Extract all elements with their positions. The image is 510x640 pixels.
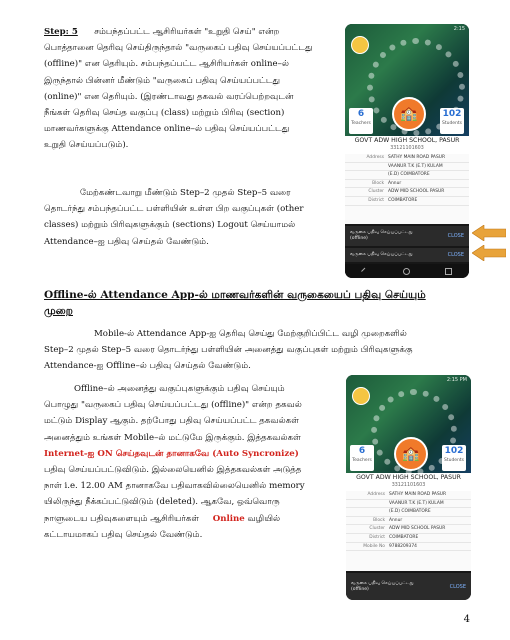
para4-line: பொழுது "வருகைப் பதிவு செய்யப்பட்டது (offline)" என்ற தகவல்: [44, 400, 302, 411]
phone-screenshot-1: [345, 24, 469, 278]
para3-line: Attendance-ஐ Offline–ல் பதிவு செய்தல் வேண்டும்.: [44, 361, 251, 372]
app-header-banner: [346, 375, 471, 473]
snackbar-online: வருகை பதிவு செய்யப்பட்டது CLOSE: [345, 248, 469, 262]
app-header-banner: [345, 24, 469, 136]
school-name: GOVT ADW HIGH SCHOOL, PASUR: [356, 474, 461, 481]
step5-line: பொத்தானை தெரிவு செய்திருந்தால் "வருகைப் பதிவு செய்யப்பட்டது: [44, 43, 313, 54]
recents-icon[interactable]: [445, 268, 452, 275]
para4-line: பதிவு செய்யப்பட்டுவிடும். இல்லையெனில் இத்தகவல்கள் அடுத்த: [44, 465, 302, 476]
step5-line: இருந்தால் பின்னர் மீண்டும் "வருகைப் பதிவு செய்யப்பட்டது: [44, 75, 281, 86]
school-details: Address SATHY MAIN ROAD PASUR VAANUR T.K (E.T) KULAM (E.D) COIMBATORE Block Annur Cluster ADW MID SCHOOL PASUR District COIMBATORE: [345, 154, 469, 224]
teachers-stat: 6 Teachers: [350, 445, 374, 471]
status-bar: 2:15: [453, 26, 465, 32]
para4-line: வழியில்: [247, 513, 281, 524]
students-stat: 102 Students: [442, 445, 466, 471]
step5-label: Step: 5: [44, 27, 78, 37]
step5-line: சம்பந்தப்பட்ட ஆசிரியர்கள் "உறுதி செய்" என்ற: [94, 27, 280, 37]
snackbar-close-button[interactable]: CLOSE: [447, 233, 464, 239]
school-name-block: [345, 136, 469, 154]
offline-intro-paragraph: [44, 326, 474, 375]
para4-line: யிலிருந்து நீக்கப்பட்டுவிடும் (deleted). ஆகவே, ஒவ்வொரு: [44, 497, 280, 508]
step5-paragraph: [44, 24, 334, 154]
para2-line: மேற்கண்டவாறு மீண்டும் Step–2 முதல் Step–5 வரை: [80, 188, 291, 198]
step5-line: (online)" என தெரியும். (இரண்டாவது தகவல் வரப்பெற்றவுடன்: [44, 91, 294, 102]
snackbar-close-button[interactable]: CLOSE: [449, 583, 466, 590]
school-code: 33121101603: [391, 483, 426, 488]
para4-line: கட்டாயமாகப் பதிவு செய்தல் வேண்டும்.: [44, 529, 203, 540]
snackbar-offline: வருகை பதிவு செய்யப்பட்டது (offline) CLOSE: [345, 226, 469, 246]
school-name: GOVT ADW HIGH SCHOOL, PASUR: [354, 137, 460, 144]
para4-line: Offline–ல் அனைத்து வகுப்புகளுக்கும் பதிவு செய்யும்: [74, 384, 285, 394]
school-icon: 🏫: [394, 437, 428, 471]
school-name-block: [346, 473, 471, 491]
phone-screenshot-2: [346, 375, 471, 600]
back-icon[interactable]: [361, 267, 369, 275]
step5-line: (offline)" என தெரியும். சம்பந்தப்பட்ட ஆசிரியர்கள் online–ல்: [44, 59, 290, 70]
pointer-arrow-icon: [472, 245, 506, 261]
para4-line: அனைத்தும் உங்கள் Mobile–ல் மட்டுமே இருக்கும். இத்தகவல்கள்: [44, 432, 301, 443]
app-logo-icon: [351, 36, 369, 54]
para3-line: Step–2 முதல் Step–5 வரை தொடர்ந்து பள்ளியின் அனைத்து வகுப்புகள் மற்றும் பிரிவுகளுக்கு: [44, 345, 413, 356]
para2-line: classes) மற்றும் பிரிவுகளுக்கும் (sections) Logout செய்யாமல்: [44, 220, 296, 231]
heading-line: முறை: [44, 305, 73, 317]
para4-line: நாளுடைய பதிவுகளையும் ஆசிரியர்கள்: [44, 513, 200, 524]
para4-line: நாள் i.e. 12.00 AM தானாகவே பதிவாகவில்லையெனில் memory: [44, 481, 305, 492]
students-stat: 102 Students: [440, 108, 464, 134]
online-highlight: Online: [212, 513, 245, 524]
step5-line: மாணவர்களுக்கு Attendance online–ல் பதிவு செய்யப்பட்டது: [44, 124, 290, 135]
auto-sync-highlight: Internet-ஐ ON செய்தவுடன் தானாகவே (Auto Syncronize): [44, 448, 299, 459]
android-nav-bar: [345, 264, 469, 278]
snackbar-offline: வருகை பதிவு செய்யப்பட்டது (offline) CLOSE: [346, 573, 471, 600]
para2-line: Attendance–ஐ பதிவு செய்தல் வேண்டும்.: [44, 236, 209, 247]
app-logo-icon: [352, 387, 370, 405]
pointer-arrow-icon: [472, 225, 506, 241]
school-code: 33121101603: [390, 146, 424, 151]
heading-line: Offline-ல் Attendance App-ல் மாணவர்களின் வருகையைப் பதிவு செய்யும்: [44, 289, 426, 301]
teachers-stat: 6 Teachers: [349, 108, 373, 134]
home-icon[interactable]: [403, 268, 410, 275]
section-heading: [44, 287, 474, 319]
para2-line: தொடர்ந்து சம்பந்தப்பட்ட பள்ளியின் உள்ள பிற வகுப்புகள் (other: [44, 204, 304, 215]
offline-details-paragraph: [44, 381, 340, 543]
para3-line: Mobile-ல் Attendance App-ஐ தெரிவு செய்து மேற்குறிப்பிட்ட வழி முறைகளில்: [94, 329, 407, 339]
snackbar-close-button[interactable]: CLOSE: [447, 252, 464, 258]
repeat-steps-paragraph: [44, 185, 334, 250]
step5-line: உறுதி செய்யப்படும்).: [44, 140, 129, 151]
status-bar: 2:15 PM: [446, 377, 467, 383]
school-details: Address SATHY MAIN ROAD PASUR VAANUR T.K (E.T) KULAM (E.D) COIMBATORE Block Annur Cluster ADW MID SCHOOL PASUR District COIMBATORE Mobile No 9788209374: [346, 491, 471, 571]
school-icon: 🏫: [392, 97, 426, 131]
page-number: 4: [463, 614, 470, 625]
step5-line: நீங்கள் தெரிவு செய்த வகுப்பு (class) மற்றும் பிரிவு (section): [44, 108, 285, 119]
para4-line: மட்டும் Display ஆகும். தற்போது பதிவு செய்யப்பட்ட தகவல்கள்: [44, 416, 300, 427]
